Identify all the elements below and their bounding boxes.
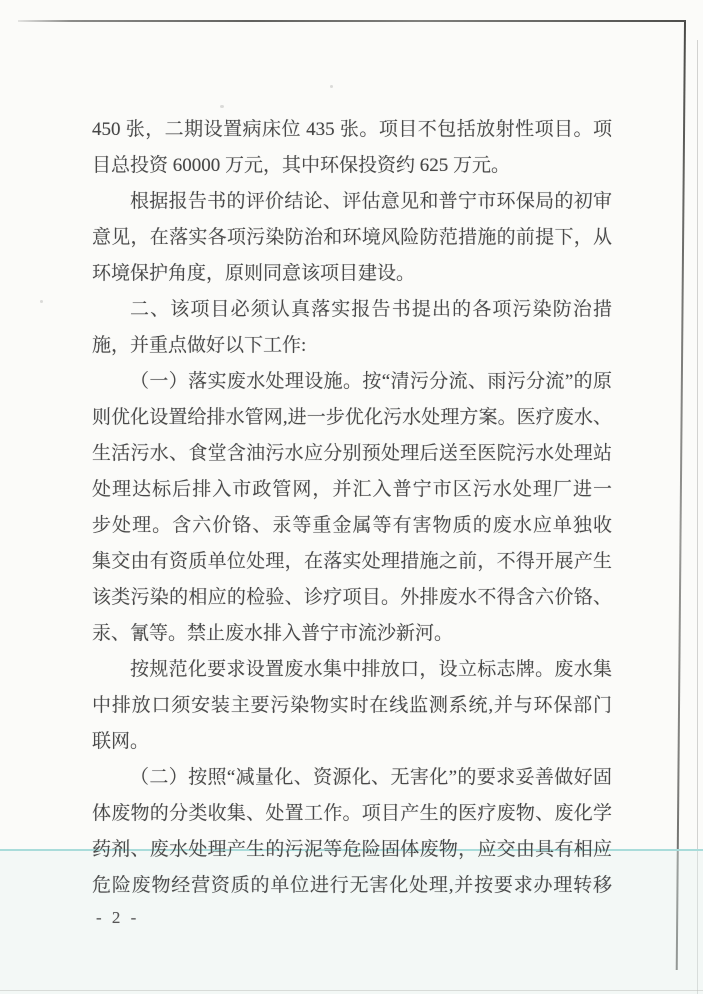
text-line: 施，并重点做好以下工作:: [92, 335, 307, 356]
scan-artifact-top-border-line: [18, 20, 686, 22]
text-line: 集交由有资质单位处理，在落实处理措施之前，不得开展产生: [92, 551, 612, 572]
text-line: 处理达标后排入市政管网，并汇入普宁市区污水处理厂进一: [92, 479, 612, 500]
text-line: 汞、氰等。禁止废水排入普宁市流沙新河。: [92, 623, 454, 644]
text-line: 按规范化要求设置废水集中排放口，设立标志牌。废水集: [130, 659, 612, 680]
page-number: - 2 -: [96, 908, 140, 927]
scan-speck: [330, 85, 333, 88]
scan-artifact-right-border-line: [676, 22, 686, 970]
text-line: 则优化设置给排水管网,进一步优化污水处理方案。医疗废水、: [92, 407, 612, 428]
text-line: 危险废物经营资质的单位进行无害化处理,并按要求办理转移: [92, 875, 612, 896]
text-line: 环境保护角度，原则同意该项目建设。: [92, 263, 416, 284]
text-line: 中排放口须安装主要污染物实时在线监测系统,并与环保部门: [92, 695, 612, 716]
text-line: 450 张，二期设置病床位 435 张。项目不包括放射性项目。项: [92, 119, 612, 140]
scan-artifact-bottom-edge-line: [0, 990, 703, 991]
text-line: （二）按照“减量化、资源化、无害化”的要求妥善做好固: [130, 767, 612, 788]
text-line: 联网。: [92, 731, 150, 752]
scan-speck: [40, 300, 43, 303]
text-line: 该类污染的相应的检验、诊疗项目。外排废水不得含六价铬、: [92, 587, 612, 608]
scan-speck: [220, 105, 224, 108]
text-line: 目总投资 60000 万元，其中环保投资约 625 万元。: [92, 155, 511, 176]
text-line: 意见，在落实各项污染防治和环境风险防范措施的前提下，从: [92, 227, 612, 248]
text-line: （一）落实废水处理设施。按“清污分流、雨污分流”的原: [130, 371, 612, 392]
text-line: 体废物的分类收集、处置工作。项目产生的医疗废物、废化学: [92, 803, 612, 824]
text-line: 生活污水、食堂含油污水应分别预处理后送至医院污水处理站: [92, 443, 612, 464]
text-line: 根据报告书的评价结论、评估意见和普宁市环保局的初审: [130, 191, 612, 212]
text-line: 步处理。含六价铬、汞等重金属等有害物质的废水应单独收: [92, 515, 612, 536]
document-body-text: [92, 112, 612, 904]
text-line: 二、该项目必须认真落实报告书提出的各项污染防治措: [130, 299, 612, 320]
text-line: 药剂、废水处理产生的污泥等危险固体废物，应交由具有相应: [92, 839, 612, 860]
